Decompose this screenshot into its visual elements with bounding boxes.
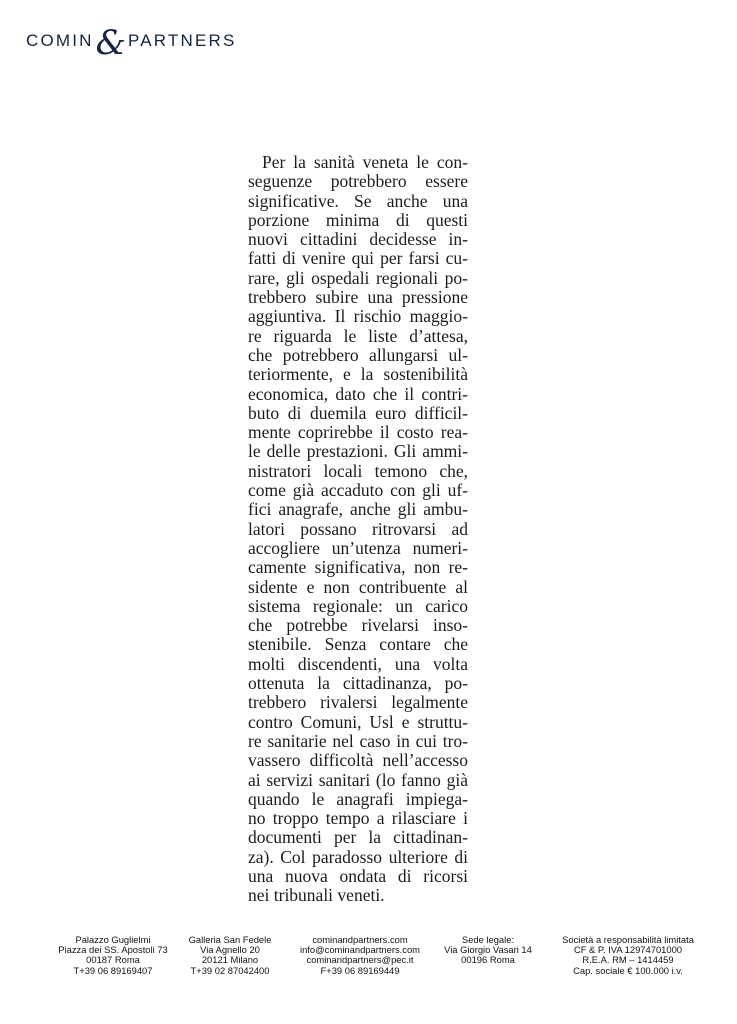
article-line: re riguarda le liste d’attesa, — [248, 325, 468, 346]
article-line: fatti di venire qui per farsi cu- — [248, 248, 468, 269]
footer-registered-office — [438, 935, 538, 966]
article-line: economica, dato che il contri- — [248, 383, 468, 404]
logo-word-comin: COMIN — [26, 31, 94, 50]
footer-line: Società a responsabilità limitata — [562, 934, 694, 945]
footer-company-info — [548, 935, 708, 976]
footer-milan-office — [180, 935, 280, 976]
email-link[interactable]: info@cominandpartners.com — [300, 944, 420, 956]
article-line: ai servizi sanitari (lo fanno già — [248, 769, 468, 790]
article-line: fici anagrafe, anche gli ambu- — [248, 499, 468, 520]
footer-line: T+39 06 89169407 — [73, 964, 153, 976]
article-line: teriormente, e la sostenibilità — [248, 364, 468, 385]
article-body — [248, 153, 468, 906]
footer-line: Galleria San Fedele — [188, 934, 272, 945]
article-line: ottenuta la cittadinanza, po- — [248, 673, 468, 694]
article-line: nei tribunali veneti. — [248, 885, 385, 906]
page-footer — [0, 935, 737, 975]
article-line: sistema regionale: un carico — [248, 595, 468, 616]
footer-line: 20121 Milano — [201, 954, 259, 966]
article-line: vassero difficoltà nell’accesso — [248, 750, 468, 771]
company-logo — [26, 23, 237, 63]
footer-line: Via Agnello 20 — [200, 944, 260, 956]
article-line: nistratori locali temono che, — [248, 460, 468, 481]
footer-line: 00187 Roma — [86, 954, 140, 966]
article-line: latori possano ritrovarsi ad — [248, 518, 468, 539]
pec-email-link[interactable]: cominandpartners@pec.it — [306, 954, 414, 966]
article-line: accogliere un’utenza numeri- — [248, 537, 468, 558]
footer-contacts — [293, 935, 427, 976]
article-line: porzione minima di questi — [248, 209, 468, 230]
article-line: camente significativa, non re- — [248, 557, 468, 578]
logo-ampersand: & — [95, 23, 126, 63]
article-line: sidente e non contribuente al — [248, 576, 468, 597]
footer-line: Cap. sociale € 100.000 i.v. — [573, 964, 683, 976]
footer-line: F+39 06 89169449 — [320, 964, 400, 976]
article-line: come già accaduto con gli uf- — [248, 480, 468, 501]
footer-line: Via Giorgio Vasari 14 — [444, 944, 532, 956]
article-line: buto di duemila euro difficil- — [248, 402, 468, 423]
article-line: za). Col paradosso ulteriore di — [248, 846, 468, 867]
article-line: mente coprirebbe il costo rea- — [248, 422, 468, 443]
footer-line: T+39 02 87042400 — [190, 964, 270, 976]
article-line: che potrebbe rivelarsi inso- — [248, 615, 468, 636]
footer-line: 00196 Roma — [461, 954, 515, 966]
article-line: significative. Se anche una — [248, 190, 468, 211]
footer-line: Sede legale: — [461, 934, 515, 945]
article-line: stenibile. Senza contare che — [248, 634, 468, 655]
article-line: no troppo tempo a rilasciare i — [248, 808, 468, 829]
article-line: che potrebbero allungarsi ul- — [248, 344, 468, 365]
article-line: nuovi cittadini decidesse in- — [248, 229, 468, 250]
article-line: una nuova ondata di ricorsi — [248, 865, 468, 886]
article-line: quando le anagrafi impiega- — [248, 788, 468, 809]
article-line: trebbero rivalersi legalmente — [248, 692, 468, 713]
footer-rome-office — [51, 935, 175, 976]
footer-line: R.E.A. RM – 1414459 — [582, 954, 674, 966]
footer-line: Piazza dei SS. Apostoli 73 — [58, 944, 168, 956]
logo-word-partners: PARTNERS — [127, 31, 237, 50]
article-line: documenti per la cittadinan- — [248, 827, 468, 848]
article-line: rare, gli ospedali regionali po- — [248, 267, 468, 288]
article-line: le delle prestazioni. Gli ammi- — [248, 441, 468, 462]
article-line: trebbero subire una pressione — [248, 287, 468, 308]
article-line: re sanitarie nel caso in cui tro- — [248, 730, 468, 751]
article-line: aggiuntiva. Il rischio maggio- — [248, 306, 468, 327]
article-line: seguenze potrebbero essere — [248, 171, 468, 192]
article-line: contro Comuni, Usl e struttu- — [248, 711, 468, 732]
footer-line: Palazzo Guglielmi — [75, 934, 151, 945]
article-line: molti discendenti, una volta — [248, 653, 468, 674]
article-line: Per la sanità veneta le con- — [262, 152, 468, 172]
website-link[interactable]: cominandpartners.com — [312, 934, 408, 945]
footer-line: CF & P. IVA 12974701000 — [573, 944, 683, 956]
